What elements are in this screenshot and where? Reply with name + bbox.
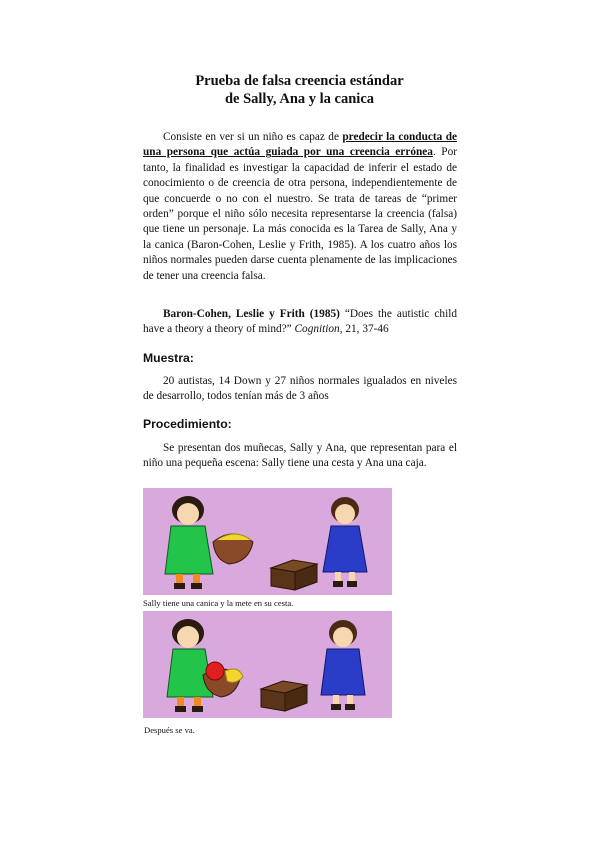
basket-icon — [213, 534, 253, 564]
panel-2-caption: Después se va. — [144, 725, 195, 735]
reference-details: , 21, 37-46 — [339, 323, 389, 336]
box-icon — [271, 560, 317, 590]
illustration-panel-2 — [143, 611, 392, 718]
muestra-heading: Muestra: — [143, 351, 194, 365]
procedimiento-paragraph — [143, 441, 457, 472]
muestra-text: 20 autistas, 14 Down y 27 niños normales igualados en niveles de desarrollo, todos tenían más de 3 años — [143, 375, 457, 403]
document-title-line-2: de Sally, Ana y la canica — [224, 91, 375, 107]
panel-1-caption: Sally tiene una canica y la mete en su cesta. — [143, 598, 294, 608]
intro-text-before: Consiste en ver si un niño es capaz de — [163, 131, 343, 143]
document-title-line-1: Prueba de falsa creencia estándar — [195, 73, 404, 89]
ana-figure — [321, 620, 365, 710]
reference-authors: Baron-Cohen, Leslie y Frith (1985) — [163, 308, 340, 320]
intro-text-after: . Por tanto, la finalidad es investigar la capacidad de inferir el estado de conocimiento o de creencia de otra persona, independientemente de que concuerde o no con el nuestro. Se trata de tareas de “primer orden” porque el niño sólo necesita representarse la creencia (falsa) que tiene un personaje. La más conocida es la Tarea de Sally, Ana y la canica (Baron-Cohen, Leslie y Frith, 1985). A los cuatro años los niños normales pueden darse cuenta plenamente de las implicaciones de tener una creencia falsa. — [143, 146, 457, 282]
reference-title: “Does the autistic child have a theory a theory of mind?” — [143, 308, 457, 336]
sally-figure — [167, 619, 213, 712]
reference-journal: Cognition — [294, 323, 340, 336]
intro-paragraph — [143, 130, 457, 284]
sally-figure — [165, 496, 213, 589]
illustration-panel-1 — [143, 488, 392, 595]
reference-paragraph — [143, 307, 457, 338]
procedimiento-heading: Procedimiento: — [143, 417, 232, 431]
intro-emphasis: predecir la conducta de una persona que actúa guiada por una creencia errónea — [143, 131, 458, 159]
muestra-paragraph — [143, 374, 457, 405]
box-icon — [261, 681, 307, 711]
marble-icon — [206, 662, 224, 680]
procedimiento-text: Se presentan dos muñecas, Sally y Ana, que representan para el niño una pequeña escena: Sally tiene una cesta y Ana una caja. — [143, 442, 457, 470]
ana-figure — [323, 497, 367, 587]
